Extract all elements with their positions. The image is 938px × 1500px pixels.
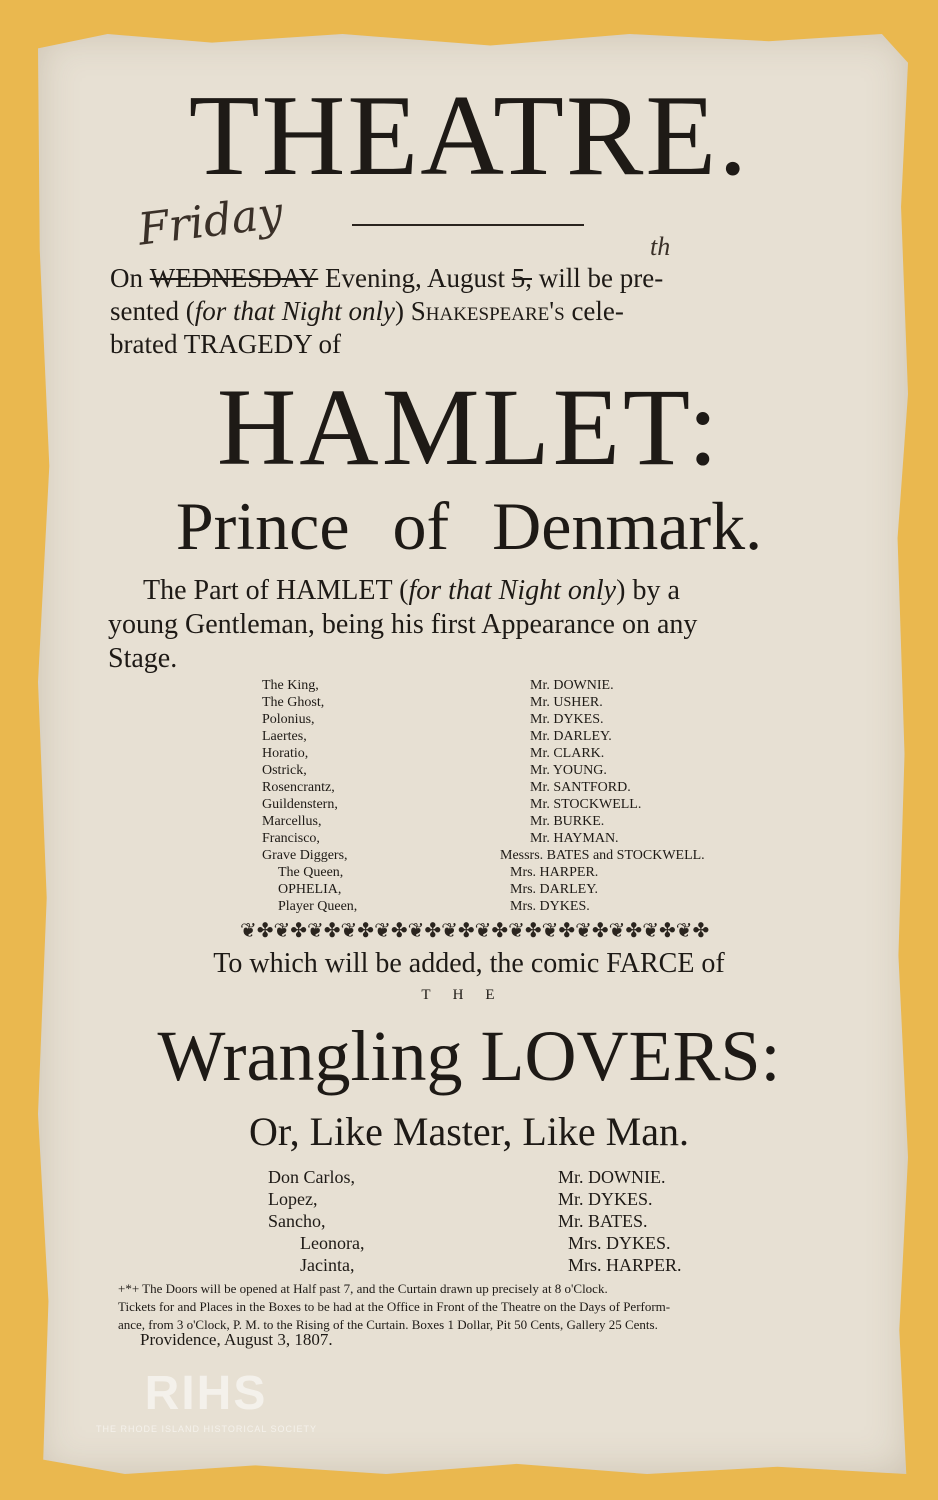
- cast-role: Sancho,: [268, 1211, 326, 1231]
- cast-actor: Mr. DARLEY.: [530, 729, 612, 744]
- ornamental-rule: ❦✤❦✤❦✤❦✤❦✤❦✤❦✤❦✤❦✤❦✤❦✤❦✤❦✤❦✤: [240, 920, 710, 942]
- play-subtitle: Prince of Denmark.: [175, 488, 763, 564]
- cast-role: Francisco,: [262, 831, 320, 846]
- cast-actor: Mr. STOCKWELL.: [530, 797, 642, 812]
- farce-title: Wrangling LOVERS:: [157, 1016, 781, 1096]
- farce-intro: To which will be added, the comic FARCE of: [213, 948, 725, 979]
- struck-date: 5,: [511, 263, 532, 293]
- cast-role: Player Queen,: [278, 899, 358, 914]
- cast-role: Don Carlos,: [268, 1167, 355, 1187]
- signoff: Providence, August 3, 1807.: [140, 1330, 333, 1349]
- poster-title: THEATRE.: [188, 72, 750, 200]
- handwritten-date-suffix: th: [650, 232, 671, 261]
- cast-role: Rosencrantz,: [262, 780, 335, 795]
- announcement-line-2: [110, 295, 624, 327]
- cast-actor: Mrs. DARLEY.: [510, 882, 599, 897]
- cast-actor: Mrs. HARPER.: [568, 1255, 682, 1275]
- cast-actor: Mr. SANTFORD.: [530, 780, 631, 795]
- announcement-will-be: will be pre-: [538, 263, 664, 293]
- hamlet-cast-roles: [262, 677, 357, 915]
- notice-line-1: +*+ The Doors will be opened at Half past 7, and the Curtain drawn up precisely at 8 o'Clock.: [118, 1281, 608, 1296]
- cast-actor: Mrs. HARPER.: [510, 865, 599, 880]
- cast-role: Jacinta,: [300, 1255, 355, 1275]
- struck-day: WEDNESDAY: [149, 263, 319, 293]
- announcement-on: On: [110, 263, 143, 293]
- cast-role: Grave Diggers,: [262, 848, 348, 863]
- cast-role: Leonora,: [300, 1233, 365, 1253]
- cast-role: OPHELIA,: [278, 882, 342, 897]
- cast-actor: Mr. CLARK.: [530, 746, 605, 761]
- farce-cast-actors: [558, 1166, 682, 1276]
- cast-role: The Queen,: [278, 865, 344, 880]
- cast-actor: Mr. USHER.: [530, 695, 603, 710]
- announcement-line-1: [110, 262, 663, 294]
- cast-actor: Mr. BURKE.: [530, 814, 605, 829]
- play-title: HAMLET:: [216, 366, 722, 488]
- cast-role: Laertes,: [262, 729, 307, 744]
- cast-actor: Mr. DOWNIE.: [530, 678, 614, 693]
- cast-actor: Messrs. BATES and STOCKWELL.: [500, 848, 705, 863]
- part-line-2: young Gentleman, being his first Appearance on any: [108, 609, 698, 640]
- handwritten-day: Friday: [135, 187, 286, 256]
- cast-actor: Mr. DOWNIE.: [558, 1167, 666, 1187]
- part-night-only: for that Night only: [408, 575, 617, 606]
- cast-role: Ostrick,: [262, 763, 307, 778]
- announcement-paren: ): [394, 296, 404, 326]
- part-by-a: ) by a: [616, 575, 680, 606]
- cast-actor: Mr. DYKES.: [530, 712, 604, 727]
- farce-cast-roles: [268, 1166, 364, 1276]
- farce-subtitle: Or, Like Master, Like Man.: [249, 1109, 689, 1154]
- cast-role: Polonius,: [262, 712, 315, 727]
- announcement-shakespeare: Shakespeare's: [410, 296, 565, 326]
- cast-role: The King,: [262, 678, 319, 693]
- title-divider: [352, 224, 584, 226]
- cast-role: Horatio,: [262, 746, 309, 761]
- rihs-watermark-logo: [96, 1366, 316, 1446]
- cast-actor: Mr. HAYMAN.: [530, 831, 619, 846]
- announcement-sented: sented (: [110, 296, 195, 326]
- part-line-3: Stage.: [108, 643, 178, 674]
- cast-role: The Ghost,: [262, 695, 325, 710]
- notice-line-2: Tickets for and Places in the Boxes to be had at the Office in Front of the Theatre on the Days of Perform-: [118, 1299, 671, 1314]
- announcement-line-3: brated TRAGEDY of: [110, 329, 341, 359]
- cast-actor: Mr. YOUNG.: [530, 763, 607, 778]
- cast-role: Guildenstern,: [262, 797, 338, 812]
- cast-role: Lopez,: [268, 1189, 318, 1209]
- announcement-night-only: for that Night only: [194, 296, 395, 326]
- watermark-subtitle: THE RHODE ISLAND HISTORICAL SOCIETY: [96, 1424, 318, 1434]
- watermark-mark: RIHS: [144, 1367, 268, 1420]
- farce-the: THE: [421, 987, 517, 1003]
- notice-line-3: ance, from 3 o'Clock, P. M. to the Rising of the Curtain. Boxes 1 Dollar, Pit 50 Cents, Gallery 25 Cents.: [118, 1317, 658, 1332]
- part-of-hamlet: The Part of HAMLET (: [143, 575, 409, 606]
- cast-actor: Mrs. DYKES.: [510, 899, 590, 914]
- announcement-cele: cele-: [571, 296, 624, 326]
- cast-actor: Mr. BATES.: [558, 1211, 648, 1231]
- cast-role: Marcellus,: [262, 814, 322, 829]
- cast-actor: Mrs. DYKES.: [568, 1233, 671, 1253]
- announcement-evening: Evening, August: [325, 263, 505, 293]
- part-line-1: [143, 574, 680, 608]
- cast-actor: Mr. DYKES.: [558, 1189, 653, 1209]
- hamlet-cast-actors: [500, 677, 705, 915]
